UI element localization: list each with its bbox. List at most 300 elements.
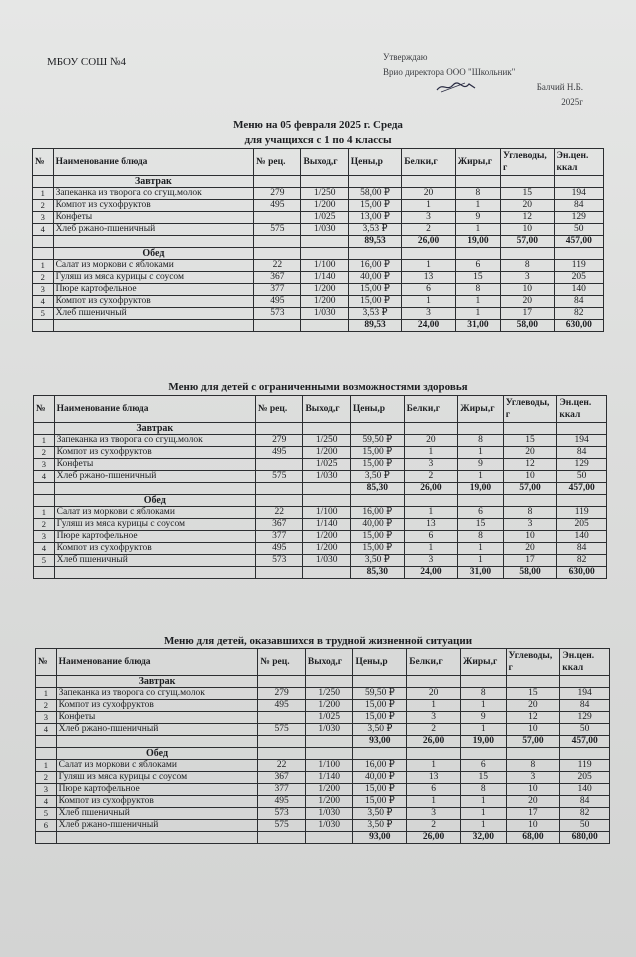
empty-cell (301, 248, 348, 260)
portion: 1/200 (301, 284, 348, 296)
row-number: 4 (34, 543, 55, 555)
section-cell (34, 423, 55, 435)
protein: 3 (402, 308, 455, 320)
section-cell (36, 748, 57, 760)
table-row (36, 760, 610, 772)
empty-cell (461, 748, 507, 760)
fat: 6 (461, 760, 507, 772)
carbs: 12 (501, 212, 554, 224)
total-carbs: 57,00 (503, 483, 557, 495)
approve-year: 2025г (561, 97, 583, 107)
table-row (36, 772, 610, 784)
recipe-number: 377 (254, 284, 301, 296)
row-number: 4 (34, 471, 55, 483)
price: 3,50 ₽ (350, 555, 404, 567)
carbs: 10 (506, 784, 560, 796)
portion: 1/250 (303, 435, 350, 447)
recipe-number: 495 (258, 700, 306, 712)
empty-cell (404, 495, 458, 507)
fat: 8 (458, 531, 503, 543)
carbs: 20 (503, 447, 557, 459)
menu-title-hardship: Меню для детей, оказавшихся в трудной жизненной ситуации (163, 635, 473, 647)
recipe-number: 367 (255, 519, 302, 531)
fat: 1 (455, 224, 500, 236)
column-header: № рец. (258, 649, 306, 676)
total-price: 93,00 (353, 736, 407, 748)
energy: 84 (557, 543, 607, 555)
row-number: 3 (36, 712, 57, 724)
empty-cell (254, 236, 301, 248)
dish-name: Пюре картофельное (53, 284, 254, 296)
total-energy: 457,00 (557, 483, 607, 495)
portion: 1/250 (305, 688, 353, 700)
section-title: Обед (54, 495, 255, 507)
row-number: 2 (36, 700, 57, 712)
table-row (34, 531, 607, 543)
fat: 1 (458, 543, 503, 555)
empty-cell (255, 567, 302, 579)
energy: 50 (560, 820, 610, 832)
protein: 3 (407, 808, 461, 820)
table-row (33, 284, 604, 296)
price: 15,00 ₽ (348, 296, 401, 308)
section-cell (36, 676, 57, 688)
fat: 1 (455, 200, 500, 212)
recipe-number: 573 (254, 308, 301, 320)
row-number: 4 (33, 296, 54, 308)
energy: 50 (560, 724, 610, 736)
recipe-number: 22 (258, 760, 306, 772)
price: 15,00 ₽ (350, 531, 404, 543)
portion: 1/200 (303, 447, 350, 459)
column-header: № (33, 149, 54, 176)
energy: 84 (554, 200, 603, 212)
total-energy: 630,00 (554, 320, 603, 332)
energy: 194 (557, 435, 607, 447)
section-cell (34, 495, 55, 507)
carbs: 20 (501, 200, 554, 212)
carbs: 10 (501, 224, 554, 236)
energy: 129 (560, 712, 610, 724)
empty-cell (303, 495, 350, 507)
recipe-number: 495 (254, 200, 301, 212)
dish-name: Гуляш из мяса курицы с соусом (54, 519, 255, 531)
price: 3,50 ₽ (353, 808, 407, 820)
empty-cell (353, 748, 407, 760)
fat: 15 (458, 519, 503, 531)
portion: 1/250 (301, 188, 348, 200)
portion: 1/140 (301, 272, 348, 284)
table-row (34, 459, 607, 471)
protein: 1 (402, 260, 455, 272)
column-header: Углеводы, г (506, 649, 560, 676)
recipe-number (254, 212, 301, 224)
portion: 1/025 (305, 712, 353, 724)
recipe-number: 22 (255, 507, 302, 519)
row-number: 2 (33, 200, 54, 212)
carbs: 8 (501, 260, 554, 272)
protein: 3 (407, 712, 461, 724)
recipe-number: 279 (254, 188, 301, 200)
empty-cell (54, 483, 255, 495)
column-header: № (36, 649, 57, 676)
empty-cell (407, 676, 461, 688)
row-number: 2 (34, 519, 55, 531)
total-row (34, 483, 607, 495)
portion: 1/200 (301, 200, 348, 212)
table-header-row (34, 396, 607, 423)
column-header: Углеводы, г (503, 396, 557, 423)
recipe-number: 495 (255, 543, 302, 555)
energy: 50 (554, 224, 603, 236)
empty-cell (458, 423, 503, 435)
row-number: 5 (34, 555, 55, 567)
row-number: 6 (36, 820, 57, 832)
menu-table-disabilities (33, 395, 607, 579)
total-energy: 457,00 (554, 236, 603, 248)
energy: 84 (554, 296, 603, 308)
recipe-number: 279 (258, 688, 306, 700)
table-row (36, 796, 610, 808)
empty-cell (404, 423, 458, 435)
section-row (36, 676, 610, 688)
energy: 84 (557, 447, 607, 459)
empty-cell (560, 676, 610, 688)
dish-name: Хлеб ржано-пшеничный (56, 724, 258, 736)
energy: 194 (554, 188, 603, 200)
total-row (33, 320, 604, 332)
section-row (33, 176, 604, 188)
carbs: 10 (503, 471, 557, 483)
price: 13,00 ₽ (348, 212, 401, 224)
portion: 1/025 (301, 212, 348, 224)
fat: 1 (458, 471, 503, 483)
energy: 129 (554, 212, 603, 224)
fat: 1 (455, 296, 500, 308)
table-row (33, 212, 604, 224)
energy: 84 (560, 700, 610, 712)
empty-cell (258, 736, 306, 748)
price: 58,00 ₽ (348, 188, 401, 200)
dish-name: Конфеты (53, 212, 254, 224)
empty-cell (36, 832, 57, 844)
empty-cell (402, 176, 455, 188)
dish-name: Пюре картофельное (56, 784, 258, 796)
price: 3,50 ₽ (353, 724, 407, 736)
protein: 2 (402, 224, 455, 236)
energy: 205 (557, 519, 607, 531)
price: 3,50 ₽ (353, 820, 407, 832)
recipe-number: 573 (255, 555, 302, 567)
price: 16,00 ₽ (350, 507, 404, 519)
carbs: 8 (503, 507, 557, 519)
dish-name: Запеканка из творога со сгущ.молок (54, 435, 255, 447)
total-price: 85,30 (350, 483, 404, 495)
portion: 1/100 (301, 260, 348, 272)
fat: 1 (461, 808, 507, 820)
portion: 1/200 (303, 543, 350, 555)
column-header: Эн.цен. ккал (560, 649, 610, 676)
empty-cell (254, 176, 301, 188)
energy: 82 (554, 308, 603, 320)
price: 15,00 ₽ (353, 712, 407, 724)
dish-name: Гуляш из мяса курицы с соусом (56, 772, 258, 784)
price: 59,50 ₽ (350, 435, 404, 447)
dish-name: Хлеб пшеничный (56, 808, 258, 820)
carbs: 12 (503, 459, 557, 471)
carbs: 10 (506, 820, 560, 832)
total-price: 89,53 (348, 320, 401, 332)
empty-cell (255, 423, 302, 435)
portion: 1/140 (303, 519, 350, 531)
row-number: 3 (34, 531, 55, 543)
table-row (33, 308, 604, 320)
total-row (36, 832, 610, 844)
row-number: 2 (36, 772, 57, 784)
price: 15,00 ₽ (353, 700, 407, 712)
energy: 140 (560, 784, 610, 796)
energy: 119 (554, 260, 603, 272)
total-fat: 32,00 (461, 832, 507, 844)
carbs: 8 (506, 760, 560, 772)
row-number: 1 (36, 688, 57, 700)
dish-name: Запеканка из творога со сгущ.молок (56, 688, 258, 700)
recipe-number: 575 (254, 224, 301, 236)
recipe-number: 377 (258, 784, 306, 796)
dish-name: Компот из сухофруктов (56, 700, 258, 712)
energy: 140 (554, 284, 603, 296)
fat: 9 (461, 712, 507, 724)
energy: 140 (557, 531, 607, 543)
menu-table-students (32, 148, 604, 332)
total-row (36, 736, 610, 748)
empty-cell (305, 676, 353, 688)
empty-cell (254, 320, 301, 332)
portion: 1/200 (303, 531, 350, 543)
empty-cell (455, 176, 500, 188)
table-row (33, 188, 604, 200)
recipe-number: 367 (258, 772, 306, 784)
total-fat: 31,00 (458, 567, 503, 579)
empty-cell (301, 320, 348, 332)
total-fat: 19,00 (455, 236, 500, 248)
fat: 9 (455, 212, 500, 224)
carbs: 20 (503, 543, 557, 555)
recipe-number: 495 (254, 296, 301, 308)
price: 15,00 ₽ (353, 784, 407, 796)
empty-cell (407, 748, 461, 760)
column-header: Жиры,г (455, 149, 500, 176)
portion: 1/100 (305, 760, 353, 772)
table-row (34, 471, 607, 483)
fat: 9 (458, 459, 503, 471)
protein: 6 (402, 284, 455, 296)
carbs: 15 (503, 435, 557, 447)
recipe-number: 575 (255, 471, 302, 483)
table-row (36, 820, 610, 832)
protein: 3 (404, 555, 458, 567)
empty-cell (353, 676, 407, 688)
empty-cell (501, 176, 554, 188)
price: 16,00 ₽ (348, 260, 401, 272)
table-row (36, 712, 610, 724)
fat: 8 (461, 784, 507, 796)
section-title: Завтрак (54, 423, 255, 435)
column-header: Цены,р (353, 649, 407, 676)
empty-cell (53, 236, 254, 248)
fat: 15 (455, 272, 500, 284)
dish-name: Хлеб ржано-пшеничный (54, 471, 255, 483)
recipe-number (255, 459, 302, 471)
dish-name: Хлеб пшеничный (54, 555, 255, 567)
row-number: 1 (36, 760, 57, 772)
total-energy: 457,00 (560, 736, 610, 748)
protein: 1 (407, 796, 461, 808)
empty-cell (506, 676, 560, 688)
table-row (33, 272, 604, 284)
table-header-row (33, 149, 604, 176)
carbs: 10 (501, 284, 554, 296)
protein: 3 (404, 459, 458, 471)
fat: 1 (461, 820, 507, 832)
empty-cell (501, 248, 554, 260)
carbs: 3 (501, 272, 554, 284)
empty-cell (36, 736, 57, 748)
portion: 1/030 (303, 471, 350, 483)
energy: 129 (557, 459, 607, 471)
column-header: Наименование блюда (54, 396, 255, 423)
column-header: Эн.цен. ккал (554, 149, 603, 176)
empty-cell (33, 236, 54, 248)
price: 40,00 ₽ (353, 772, 407, 784)
empty-cell (503, 495, 557, 507)
table-row (36, 784, 610, 796)
table-row (34, 435, 607, 447)
row-number: 5 (36, 808, 57, 820)
protein: 20 (402, 188, 455, 200)
section-title: Завтрак (53, 176, 254, 188)
protein: 13 (402, 272, 455, 284)
portion: 1/030 (301, 308, 348, 320)
row-number: 4 (36, 724, 57, 736)
empty-cell (305, 748, 353, 760)
portion: 1/200 (305, 784, 353, 796)
empty-cell (560, 748, 610, 760)
empty-cell (348, 176, 401, 188)
row-number: 3 (36, 784, 57, 796)
price: 3,50 ₽ (350, 471, 404, 483)
fat: 1 (461, 700, 507, 712)
table-row (34, 519, 607, 531)
energy: 205 (560, 772, 610, 784)
empty-cell (34, 567, 55, 579)
empty-cell (56, 736, 258, 748)
carbs: 20 (506, 796, 560, 808)
total-row (34, 567, 607, 579)
section-title: Завтрак (56, 676, 258, 688)
approval-block (383, 50, 583, 110)
empty-cell (255, 483, 302, 495)
empty-cell (305, 832, 353, 844)
carbs: 3 (506, 772, 560, 784)
price: 15,00 ₽ (350, 459, 404, 471)
column-header: Наименование блюда (53, 149, 254, 176)
portion: 1/030 (303, 555, 350, 567)
carbs: 10 (503, 531, 557, 543)
fat: 1 (461, 724, 507, 736)
dish-name: Хлеб ржано-пшеничный (53, 224, 254, 236)
dish-name: Компот из сухофруктов (53, 200, 254, 212)
table-row (34, 507, 607, 519)
row-number: 1 (34, 507, 55, 519)
empty-cell (258, 832, 306, 844)
energy: 119 (560, 760, 610, 772)
empty-cell (56, 832, 258, 844)
empty-cell (301, 236, 348, 248)
empty-cell (506, 748, 560, 760)
total-protein: 24,00 (404, 567, 458, 579)
column-header: Белки,г (407, 649, 461, 676)
energy: 50 (557, 471, 607, 483)
empty-cell (53, 320, 254, 332)
empty-cell (350, 423, 404, 435)
price: 15,00 ₽ (353, 796, 407, 808)
dish-name: Компот из сухофруктов (53, 296, 254, 308)
column-header: Углеводы, г (501, 149, 554, 176)
empty-cell (303, 423, 350, 435)
portion: 1/200 (305, 796, 353, 808)
total-fat: 19,00 (461, 736, 507, 748)
empty-cell (305, 736, 353, 748)
total-energy: 680,00 (560, 832, 610, 844)
price: 40,00 ₽ (348, 272, 401, 284)
dish-name: Салат из моркови с яблоками (54, 507, 255, 519)
row-number: 1 (34, 435, 55, 447)
section-cell (33, 248, 54, 260)
recipe-number: 495 (258, 796, 306, 808)
carbs: 3 (503, 519, 557, 531)
column-header: Наименование блюда (56, 649, 258, 676)
protein: 1 (404, 447, 458, 459)
energy: 194 (560, 688, 610, 700)
carbs: 17 (506, 808, 560, 820)
column-header: Цены,р (350, 396, 404, 423)
carbs: 15 (506, 688, 560, 700)
section-row (33, 248, 604, 260)
protein: 1 (404, 543, 458, 555)
row-number: 2 (34, 447, 55, 459)
portion: 1/140 (305, 772, 353, 784)
section-title: Обед (53, 248, 254, 260)
column-header: Выход,г (301, 149, 348, 176)
empty-cell (402, 248, 455, 260)
empty-cell (554, 176, 603, 188)
table-row (34, 555, 607, 567)
portion: 1/030 (301, 224, 348, 236)
recipe-number: 575 (258, 820, 306, 832)
energy: 119 (557, 507, 607, 519)
carbs: 20 (501, 296, 554, 308)
portion: 1/030 (305, 820, 353, 832)
carbs: 17 (503, 555, 557, 567)
table-row (34, 447, 607, 459)
row-number: 1 (33, 260, 54, 272)
dish-name: Конфеты (54, 459, 255, 471)
energy: 205 (554, 272, 603, 284)
approve-line: Утверждаю (383, 52, 428, 62)
dish-name: Конфеты (56, 712, 258, 724)
dish-name: Компот из сухофруктов (54, 543, 255, 555)
